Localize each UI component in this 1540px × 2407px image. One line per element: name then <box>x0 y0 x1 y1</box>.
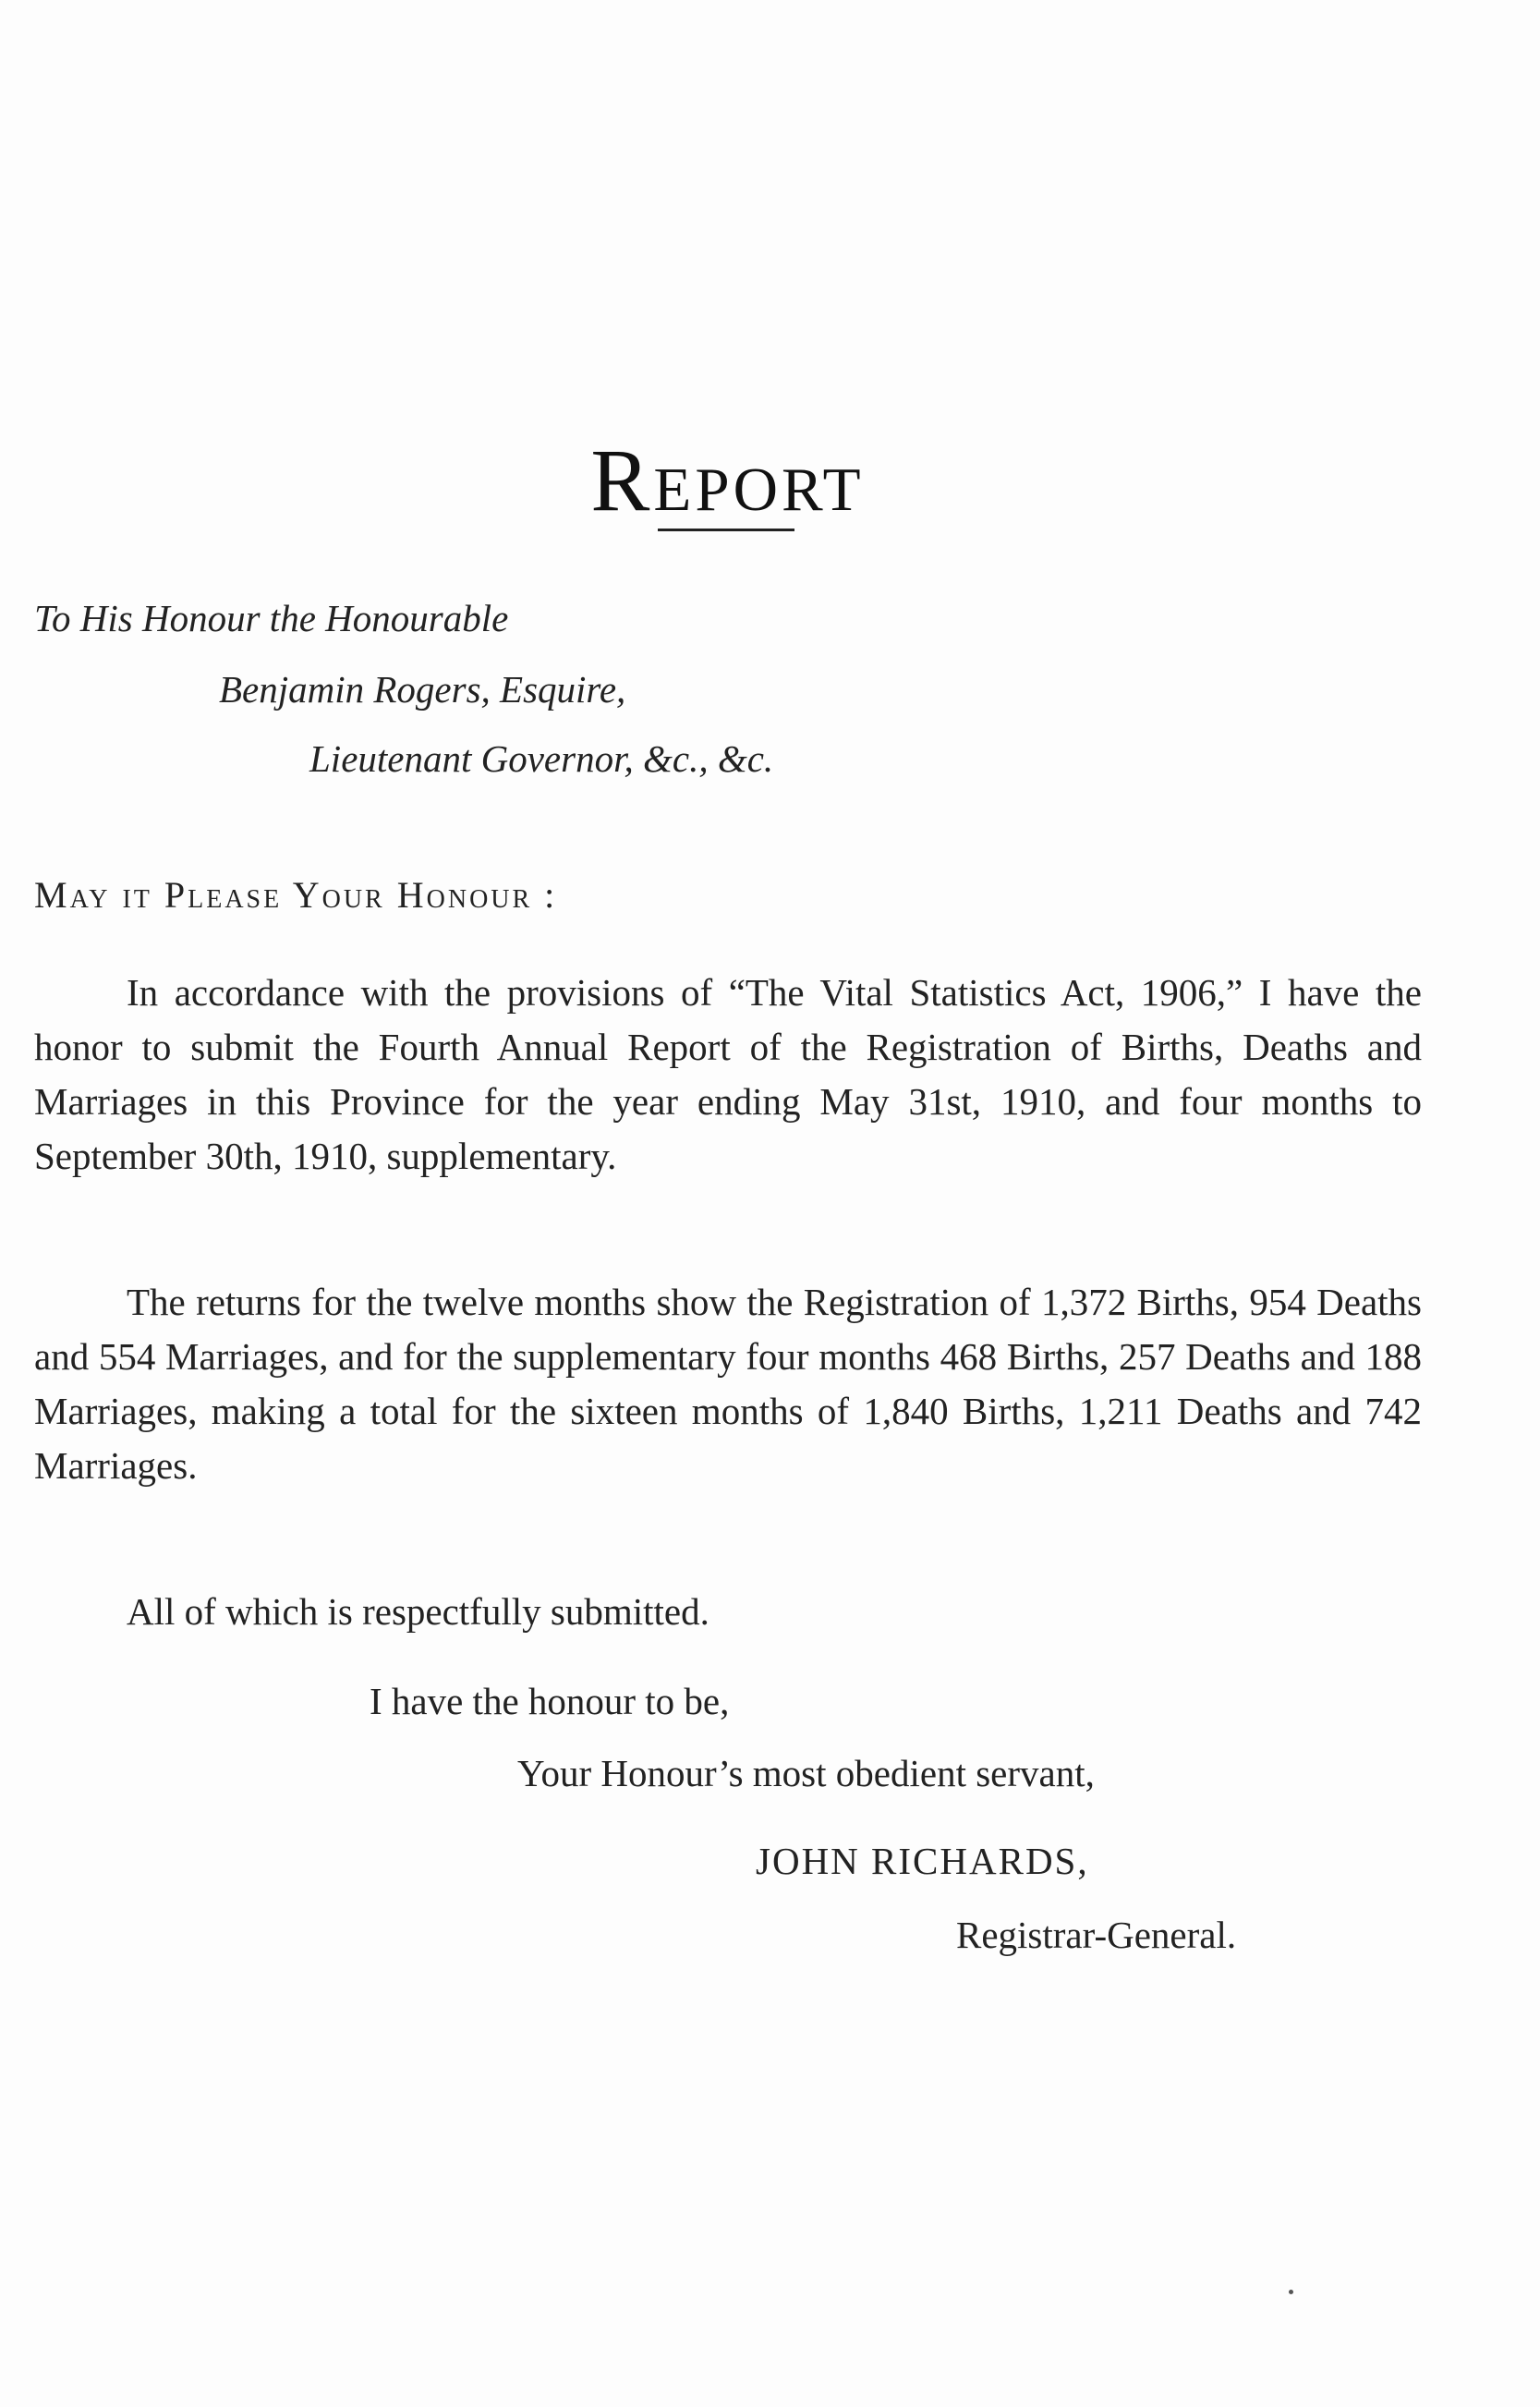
address-line-1: To His Honour the Honourable <box>34 597 509 639</box>
report-title: Report <box>590 431 865 530</box>
print-speck <box>1289 2290 1293 2294</box>
address-line-2: Benjamin Rogers, Esquire, <box>219 668 626 711</box>
closing-servant: Your Honour’s most obedient servant, <box>517 1752 1095 1794</box>
paragraph-returns-summary: The returns for the twelve months show the Registration of 1,372 Births, 954 Deaths and 554 Marriages, and for the supplementary four months 468 Births, 257 Deaths and 188 Marriages, making a total for the sixteen months of 1,840 Births, 1,211 Deaths and 742 Marriages. <box>34 1281 1422 1487</box>
address-line-3: Lieutenant Governor, &c., &c. <box>309 737 774 780</box>
salutation: May it Please Your Honour : <box>34 874 558 916</box>
closing-honour: I have the honour to be, <box>370 1680 730 1722</box>
signatory-name: JOHN RICHARDS, <box>756 1840 1089 1882</box>
title-rule <box>658 529 794 531</box>
paragraph-report-submission: In accordance with the provisions of “The Vital Statistics Act, 1906,” I have the honor to submit the Fourth Annual Report of the Registration of Births, Deaths and Marriages in this Province for the year ending May 31st, 1910, and four months to September 30th, 1910, supplementary. <box>34 971 1422 1177</box>
signatory-position: Registrar-General. <box>956 1914 1237 1956</box>
closing-submitted: All of which is respectfully submitted. <box>127 1590 709 1633</box>
